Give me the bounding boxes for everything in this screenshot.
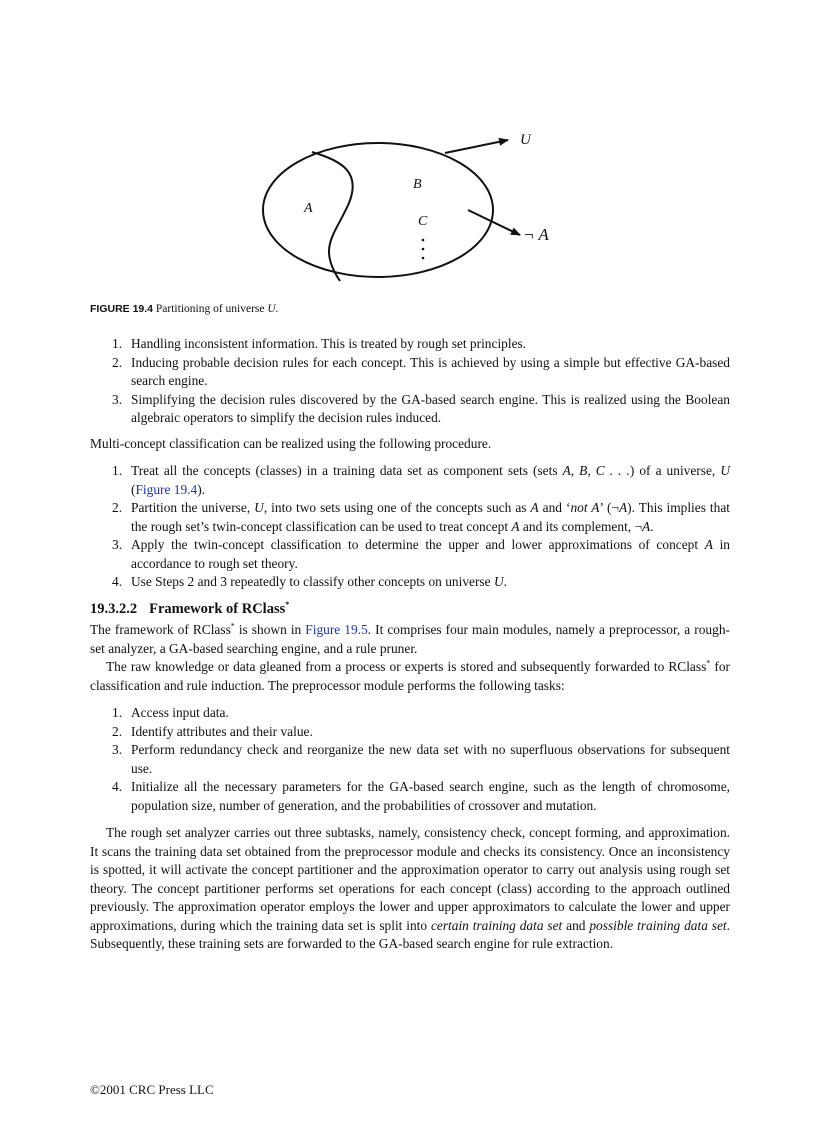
body-text [90, 335, 730, 954]
ellipsis-dot [422, 248, 425, 251]
label-not-a: ¬ A [523, 225, 549, 244]
figure-caption-var: U. [267, 303, 279, 315]
label-c: C [418, 214, 428, 229]
figure-19-5-link[interactable]: Figure 19.5 [305, 622, 368, 637]
list-item: 2. Inducing probable decision rules for each concept. This is achieved by using a simple but effective GA-based search engine. [112, 354, 730, 388]
universe-ellipse [263, 143, 493, 277]
list-item: 3. Simplifying the decision rules discovered by the GA-based search engine. This is realized using the Boolean algebraic operators to simplify the decision rules induced. [112, 391, 730, 425]
list-item: 1. Treat all the concepts (classes) in a training data set as component sets (sets A, B, C . . .) of a universe, U (Figure 19.4). [112, 463, 730, 497]
figure-caption-label: FIGURE 19.4 [90, 303, 154, 315]
paragraph-framework: The framework of RClass* is shown in Figure 19.5. It comprises four main modules, namely a preprocessor, a rough-set analyzer, a GA-based searching engine, and a rule pruner. [90, 621, 730, 656]
procedure-list [90, 462, 730, 592]
universe-partition-diagram [255, 125, 575, 290]
label-b: B [413, 177, 422, 192]
paragraph-rough-set-analyzer: The rough set analyzer carries out three subtasks, namely, consistency check, concept forming, and approximation. It scans the training data set obtained from the preprocessor module and checks its consistency. Once an inconsistency is spotted, it will activate the concept partitioner and the approximation operator to carry out analysis using rough set theory. The concept partitioner performs set operations for each concept (class) according to the approach outlined previously. The approximation operator employs the lower and upper approximators to calculate the lower and upper approximations, during which the training data set is split into certain training data set and possible training data set. Subsequently, these training sets are forwarded to the GA-based search engine for rule extraction. [90, 825, 731, 951]
label-a: A [304, 201, 313, 216]
copyright-footer: ©2001 CRC Press LLC [90, 1082, 214, 1097]
list-item: 4. Use Steps 2 and 3 repeatedly to classify other concepts on universe U. [112, 574, 507, 589]
ellipsis-dot [422, 239, 425, 242]
list-item: 1. Access input data. [112, 705, 229, 720]
paragraph-multi-concept: Multi-concept classification can be realized using the following procedure. [90, 435, 492, 451]
list-item: 2. Partition the universe, U, into two sets using one of the concepts such as A and ‘not A’ (¬A). This implies that the rough set’s twin-concept classification can be used to treat concept A and its complement, ¬A. [112, 500, 730, 534]
list-item: 3. Perform redundancy check and reorganize the new data set with no superfluous observations for subsequent use. [112, 742, 730, 776]
ellipsis-dot [422, 257, 425, 260]
list-item: 4. Initialize all the necessary parameters for the GA-based search engine, such as the length of chromosome, population size, number of generation, and the probabilities of crossover and mutation. [112, 779, 730, 813]
label-u: U [520, 132, 531, 148]
arrow-to-u [445, 140, 508, 153]
partition-curve [312, 152, 353, 281]
list-item: 3. Apply the twin-concept classification to determine the upper and lower approximations of concept A in accordance to rough set theory. [112, 537, 731, 571]
task-list [90, 335, 730, 428]
preprocessor-task-list [90, 704, 730, 815]
figure-caption-text: Partitioning of universe [155, 303, 265, 315]
section-heading: 19.3.2.2 Framework of RClass* [90, 599, 290, 617]
figure-19-4-link[interactable]: Figure 19.4 [135, 481, 198, 497]
arrow-to-not-a [468, 210, 520, 235]
list-item: 2. Identify attributes and their value. [112, 723, 313, 739]
figure-caption [90, 303, 279, 315]
paragraph-raw-knowledge: The raw knowledge or data gleaned from a process or experts is stored and subsequently forwarded to RClass* for classification and rule induction. The preprocessor module performs the following tasks: [90, 658, 730, 693]
list-item: 1. Handling inconsistent information. This is treated by rough set principles. [112, 336, 527, 351]
